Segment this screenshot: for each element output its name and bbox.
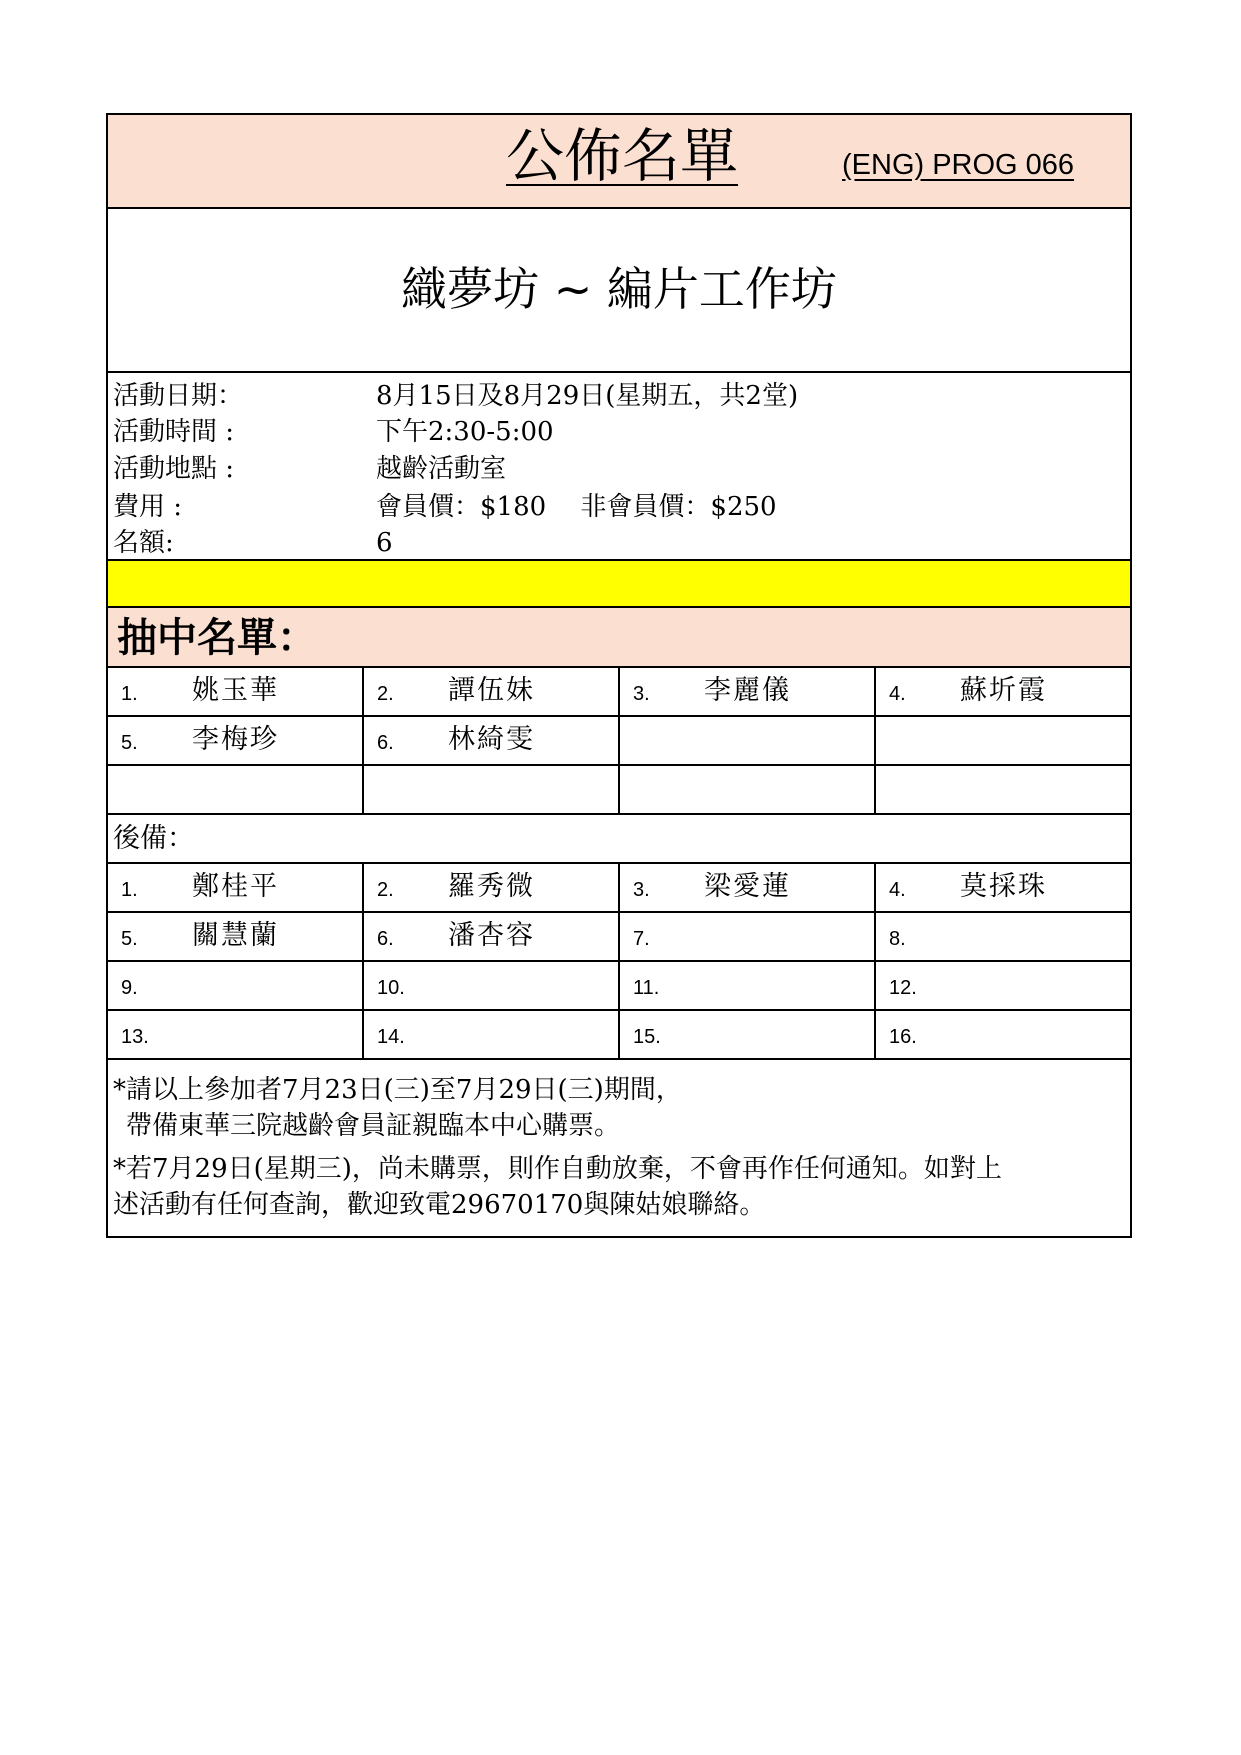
detail-label: 名額: [113, 528, 174, 558]
table-cell [620, 668, 876, 715]
entry-number: 1. [121, 683, 138, 705]
program-code: (ENG) PROG 066 [842, 149, 1075, 181]
detail-label: 活動日期： [113, 381, 244, 411]
entry-number: 4. [889, 683, 906, 705]
detail-label: 活動地點 : [113, 454, 235, 484]
entry-number: 3. [633, 879, 650, 901]
table-cell [876, 913, 1130, 960]
entry-number: 2. [377, 683, 394, 705]
detail-label: 活動時間 : [113, 417, 235, 447]
table-cell [364, 913, 620, 960]
table-cell [620, 913, 876, 960]
entry-name: 梁愛蓮 [704, 871, 791, 902]
entry-name: 鄭桂平 [192, 871, 279, 902]
detail-value: 8月15日及8月29日(星期五，共2堂) [376, 381, 799, 411]
entry-number: 10. [377, 977, 405, 999]
entry-number: 1. [121, 879, 138, 901]
table-cell [876, 962, 1130, 1009]
highlight-bar [108, 561, 1130, 608]
activity-name-row [108, 209, 1130, 373]
table-cell [108, 717, 364, 764]
entry-name: 李梅珍 [192, 724, 279, 755]
table-cell [364, 766, 620, 813]
detail-value: 越齡活動室 [376, 454, 507, 484]
table-row [108, 1011, 1130, 1060]
table-cell [876, 1011, 1130, 1058]
table-cell [108, 1011, 364, 1058]
note-line: 帶備東華三院越齡會員証親臨本中心購票。 [126, 1111, 621, 1141]
detail-value: 6 [376, 528, 393, 558]
table-cell [108, 668, 364, 715]
entry-name: 姚玉華 [192, 675, 279, 706]
entry-number: 12. [889, 977, 917, 999]
entry-number: 5. [121, 732, 138, 754]
table-cell [620, 766, 876, 813]
entry-name: 蘇圻霞 [960, 675, 1047, 706]
backup-heading-row [108, 815, 1130, 864]
page-title: 公佈名單 [506, 122, 739, 190]
table-cell [364, 962, 620, 1009]
note-line: 述活動有任何查詢，歡迎致電29670170與陳姑娘聯絡。 [113, 1190, 766, 1220]
table-row [108, 717, 1130, 766]
detail-label: 費用 : [113, 492, 183, 522]
table-row [108, 668, 1130, 717]
activity-details [108, 373, 1130, 561]
activity-name: 織夢坊 ~ 編片工作坊 [401, 262, 837, 316]
backup-table [108, 864, 1130, 1060]
table-cell [364, 717, 620, 764]
table-cell [108, 766, 364, 813]
note-line: *請以上參加者7月23日(三)至7月29日(三)期間， [113, 1075, 682, 1105]
entry-name: 潘杏容 [448, 920, 535, 951]
entry-number: 14. [377, 1026, 405, 1048]
winners-table [108, 668, 1130, 815]
entry-name: 李麗儀 [704, 675, 791, 706]
notes-section [108, 1060, 1130, 1236]
table-cell [108, 962, 364, 1009]
title-row [108, 115, 1130, 209]
entry-name: 譚伍妹 [448, 675, 535, 706]
table-row [108, 864, 1130, 913]
table-cell [364, 668, 620, 715]
backup-heading: 後備： [113, 823, 194, 854]
table-cell [620, 1011, 876, 1058]
entry-number: 3. [633, 683, 650, 705]
table-row [108, 766, 1130, 815]
entry-number: 15. [633, 1026, 661, 1048]
table-cell [108, 864, 364, 911]
entry-name: 羅秀微 [448, 871, 535, 902]
entry-name: 關慧蘭 [192, 920, 279, 951]
table-cell [876, 864, 1130, 911]
entry-number: 16. [889, 1026, 917, 1048]
table-cell [876, 668, 1130, 715]
announcement-sheet [106, 113, 1132, 1238]
entry-number: 2. [377, 879, 394, 901]
entry-name: 林綺雯 [448, 724, 535, 755]
entry-number: 6. [377, 732, 394, 754]
table-row [108, 962, 1130, 1011]
table-cell [620, 864, 876, 911]
winners-heading: 抽中名單： [117, 615, 317, 661]
entry-number: 4. [889, 879, 906, 901]
winners-heading-row [108, 608, 1130, 668]
table-row [108, 913, 1130, 962]
detail-value: 會員價：$180 非會員價：$250 [376, 492, 777, 522]
entry-number: 5. [121, 928, 138, 950]
note-line: *若7月29日(星期三)，尚未購票，則作自動放棄，不會再作任何通知。如對上 [113, 1154, 1002, 1184]
entry-number: 9. [121, 977, 138, 999]
table-cell [876, 717, 1130, 764]
table-cell [876, 766, 1130, 813]
detail-value: 下午2:30-5:00 [376, 417, 554, 447]
table-cell [364, 864, 620, 911]
entry-number: 8. [889, 928, 906, 950]
table-cell [108, 913, 364, 960]
entry-name: 莫採珠 [960, 871, 1047, 902]
entry-number: 13. [121, 1026, 149, 1048]
table-cell [364, 1011, 620, 1058]
entry-number: 6. [377, 928, 394, 950]
table-cell [620, 962, 876, 1009]
table-cell [620, 717, 876, 764]
entry-number: 11. [633, 977, 660, 999]
entry-number: 7. [633, 928, 650, 950]
